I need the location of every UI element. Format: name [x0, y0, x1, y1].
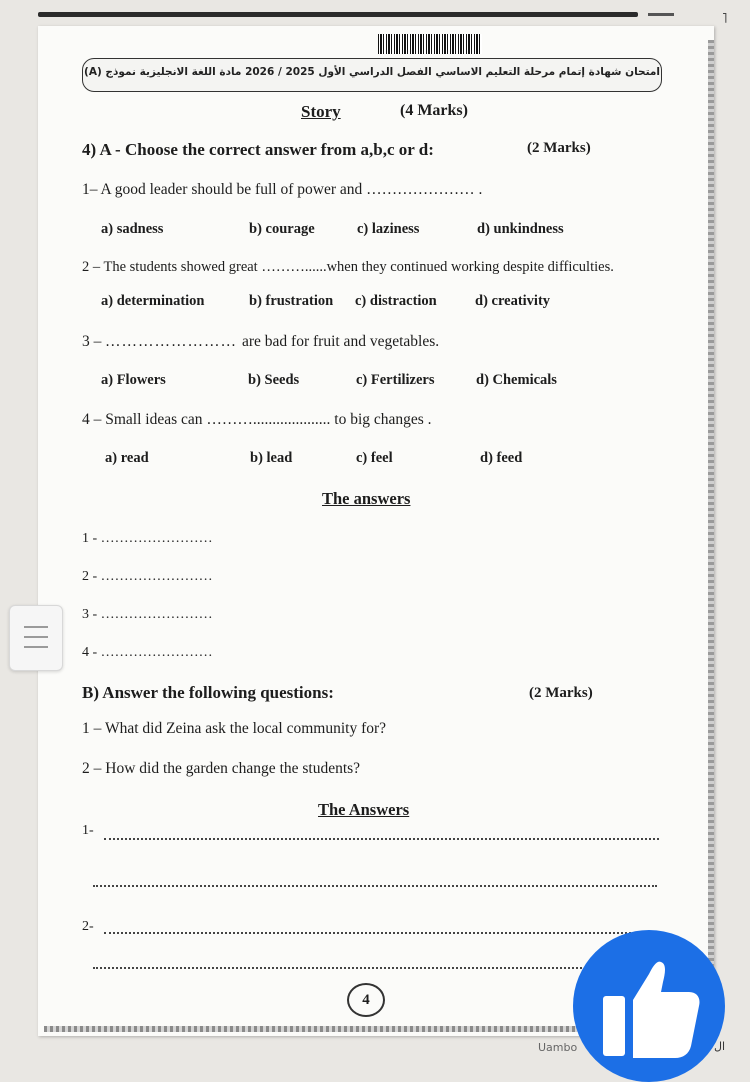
like-button[interactable]	[573, 930, 725, 1082]
question-3-blank: ……………………	[105, 333, 237, 350]
q3-option-a: a) Flowers	[101, 372, 166, 388]
section-title: Story	[301, 102, 341, 121]
q4-option-a: a) read	[105, 450, 149, 466]
answer-line-1[interactable]: 1 - ……………………	[82, 531, 213, 546]
answers-title-b: The Answers	[318, 800, 410, 819]
q3-option-c: c) Fertilizers	[356, 372, 435, 388]
q2-option-a: a) determination	[101, 293, 205, 309]
brand-label: Uambo	[538, 1041, 578, 1054]
question-1-stem: 1– A good leader should be full of power and ………………… .	[82, 181, 483, 198]
q1-option-b: b) courage	[249, 221, 315, 237]
menu-icon	[24, 626, 48, 628]
question-4-stem: 4 – Small ideas can ……….................... to big changes .	[82, 411, 432, 428]
q2-option-d: d) creativity	[475, 293, 551, 309]
exam-header-box	[82, 58, 662, 92]
corner-label: ال	[714, 1040, 726, 1053]
part-b-marks: (2 Marks)	[529, 685, 593, 701]
part-b-question-2: 2 – How did the garden change the students?	[82, 760, 361, 777]
answer-b-label-2: 2-	[82, 919, 94, 934]
q2-option-b: b) frustration	[249, 293, 334, 309]
answer-line-4[interactable]: 4 - ……………………	[82, 645, 213, 660]
q3-option-d: d) Chemicals	[476, 372, 557, 388]
q4-option-b: b) lead	[250, 450, 293, 466]
q4-option-c: c) feel	[356, 450, 393, 466]
page-number: 4	[347, 983, 385, 1017]
part-a-heading: 4) A - Choose the correct answer from a,b,c or d:	[82, 140, 434, 159]
q1-option-c: c) laziness	[357, 221, 420, 237]
page-edge-right	[708, 40, 714, 1030]
answer-line-2[interactable]: 2 - ……………………	[82, 569, 213, 584]
section-marks: (4 Marks)	[400, 102, 468, 119]
answer-b-line-1b[interactable]	[93, 885, 657, 887]
question-3-number: 3 –	[82, 333, 102, 350]
answer-line-3[interactable]: 3 - ……………………	[82, 607, 213, 622]
floating-menu-button[interactable]	[9, 605, 63, 671]
top-border-line-short	[648, 13, 674, 16]
q1-option-a: a) sadness	[101, 221, 164, 237]
part-a-marks: (2 Marks)	[527, 140, 591, 156]
part-b-question-1: 1 – What did Zeina ask the local community for?	[82, 720, 387, 737]
thumbs-up-icon	[573, 930, 725, 1082]
q2-option-c: c) distraction	[355, 293, 437, 309]
barcode	[378, 34, 482, 54]
answer-b-line-2[interactable]	[104, 932, 659, 934]
q3-option-b: b) Seeds	[248, 372, 300, 388]
answer-b-line-2b[interactable]	[93, 967, 593, 969]
q1-option-d: d) unkindness	[477, 221, 564, 237]
top-border-line	[38, 12, 638, 17]
answer-b-line-1[interactable]	[104, 838, 659, 840]
question-2-stem: 2 – The students showed great ………......when they continued working despite difficulties.	[82, 259, 614, 275]
question-3-stem: are bad for fruit and vegetables.	[242, 333, 440, 350]
exam-header-title: امتحان شهادة إتمام مرحلة التعليم الاساسي الفصل الدراسي الأول 2025 / 2026 مادة اللغة الانجليزية نموذج (A)	[84, 66, 660, 78]
answer-b-label-1: 1-	[82, 823, 94, 838]
part-b-heading: B) Answer the following questions:	[82, 683, 334, 702]
corner-mark: ˥	[722, 12, 728, 27]
q4-option-d: d) feed	[480, 450, 523, 466]
answers-title-a: The answers	[322, 489, 411, 508]
